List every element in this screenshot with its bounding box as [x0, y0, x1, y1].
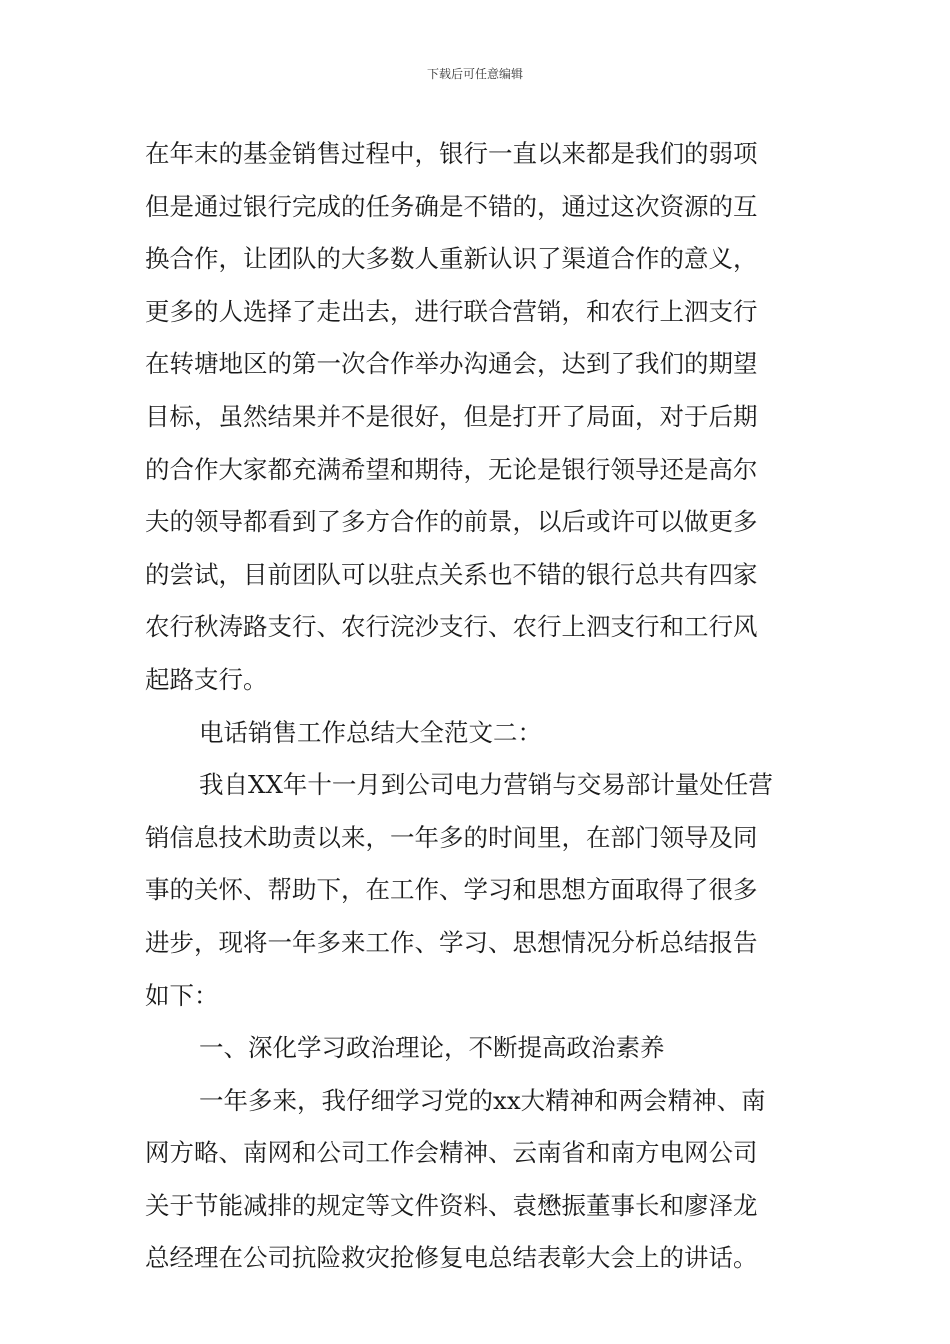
text-line: 起路支行。 [145, 664, 268, 694]
paragraph-first-line: 一年多来，我仔细学习党的xx大精神和两会精神、南 [199, 1085, 766, 1115]
text-line: 目标，虽然结果并不是很好，但是打开了局面，对于后期 [145, 401, 758, 431]
text-line: 总经理在公司抗险救灾抢修复电总结表彰大会上的讲话。 [145, 1243, 758, 1273]
text-line: 事的关怀、帮助下，在工作、学习和思想方面取得了很多 [145, 875, 758, 905]
text-line: 更多的人选择了走出去，进行联合营销，和农行上泗支行 [145, 296, 758, 326]
document-body [145, 128, 810, 1285]
section-heading: 电话销售工作总结大全范文二： [199, 717, 542, 747]
subsection-heading: 一、深化学习政治理论，不断提高政治素养 [199, 1033, 665, 1063]
text-line: 换合作，让团队的大多数人重新认识了渠道合作的意义， [145, 244, 758, 274]
text-line: 夫的领导都看到了多方合作的前景，以后或许可以做更多 [145, 507, 758, 537]
text-line: 进步，现将一年多来工作、学习、思想情况分析总结报告 [145, 927, 758, 957]
text-line: 销信息技术助责以来，一年多的时间里，在部门领导及同 [145, 822, 758, 852]
text-line: 网方略、南网和公司工作会精神、云南省和南方电网公司 [145, 1138, 758, 1168]
text-line: 在年末的基金销售过程中，银行一直以来都是我们的弱项 [145, 139, 758, 168]
paragraph-first-line: 我自XX年十一月到公司电力营销与交易部计量处任营 [199, 770, 773, 800]
page-header-note: 下载后可任意编辑 [426, 67, 523, 81]
text-line: 的合作大家都充满希望和期待，无论是银行领导还是高尔 [145, 454, 758, 484]
text-line: 的尝试，目前团队可以驻点关系也不错的银行总共有四家 [145, 559, 758, 589]
text-line: 如下： [145, 980, 219, 1010]
text-line: 农行秋涛路支行、农行浣沙支行、农行上泗支行和工行风 [145, 612, 758, 642]
text-line: 在转塘地区的第一次合作举办沟通会，达到了我们的期望 [145, 349, 758, 379]
text-line: 但是通过银行完成的任务确是不错的，通过这次资源的互 [145, 191, 758, 221]
text-line: 关于节能减排的规定等文件资料、袁懋振董事长和廖泽龙 [145, 1190, 758, 1220]
